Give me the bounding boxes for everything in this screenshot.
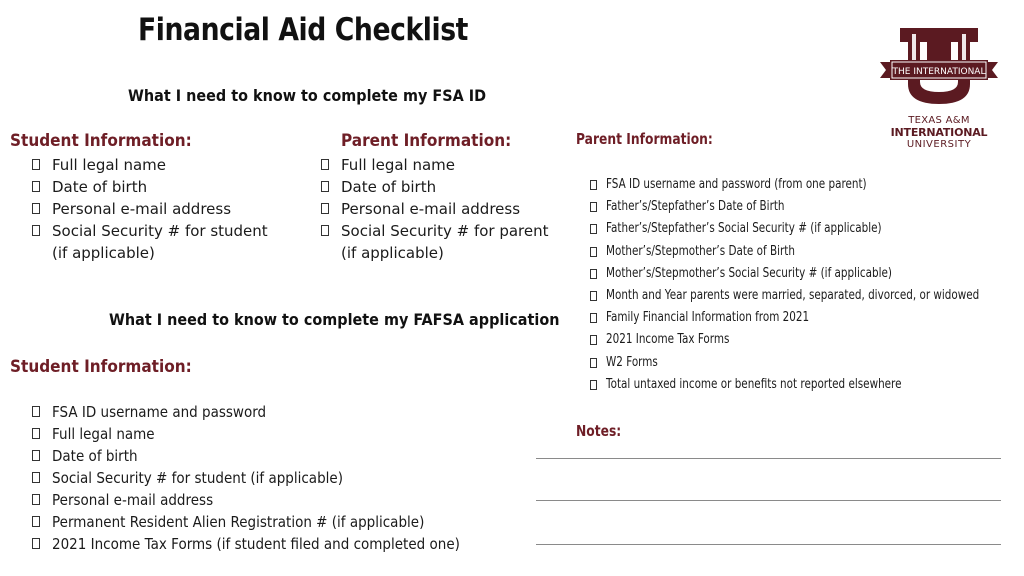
logo-line-3: UNIVERSITY [906, 139, 972, 150]
checkbox-icon[interactable] [32, 538, 40, 549]
fsa-student-list [32, 154, 268, 264]
checklist-item[interactable]: Father’s/Stepfather’s Social Security # (if applicable) [590, 218, 1024, 240]
checklist-subitem[interactable]: W2 Forms [590, 352, 1024, 374]
checkbox-icon[interactable] [32, 225, 40, 236]
checkbox-icon[interactable] [590, 335, 597, 345]
page-title: Financial Aid Checklist [138, 12, 468, 48]
checkbox-icon[interactable] [590, 358, 597, 368]
fafsa-heading: What I need to know to complete my FAFSA application [109, 310, 560, 329]
checklist-item[interactable]: Social Security # for student (if applicable) [32, 467, 505, 489]
checkbox-icon[interactable] [321, 159, 329, 170]
fafsa-parent-list [590, 174, 1024, 329]
checklist-subitem[interactable]: Total untaxed income or benefits not reported elsewhere [590, 374, 1024, 396]
checklist-item[interactable]: Full legal name [321, 154, 549, 176]
checkbox-icon[interactable] [590, 291, 597, 301]
tamiu-emblem-icon [878, 26, 1000, 108]
checklist-item[interactable]: Family Financial Information from 2021 [590, 307, 1024, 329]
checkbox-icon[interactable] [32, 494, 40, 505]
fafsa-parent-heading: Parent Information: [576, 130, 713, 148]
fafsa-student-heading: Student Information: [10, 357, 192, 377]
checkbox-icon[interactable] [321, 203, 329, 214]
checklist-item[interactable]: Permanent Resident Alien Registration # (if applicable) [32, 511, 505, 533]
checklist-item[interactable]: FSA ID username and password (from one parent) [590, 174, 1024, 196]
checklist-item[interactable]: Personal e-mail address [32, 489, 505, 511]
fsa-id-heading: What I need to know to complete my FSA ID [128, 86, 487, 105]
checklist-item[interactable]: Mother’s/Stepmother’s Date of Birth [590, 241, 1024, 263]
checkbox-icon[interactable] [32, 472, 40, 483]
checklist-item-continued: (if applicable) [52, 244, 155, 262]
checklist-item[interactable]: Social Security # for parent [321, 220, 549, 242]
checklist-item[interactable]: FSA ID username and password [32, 401, 505, 423]
checklist-item[interactable]: Personal e-mail address [321, 198, 549, 220]
logo-line-2: INTERNATIONAL [890, 126, 988, 139]
checklist-item[interactable]: Full legal name [32, 423, 505, 445]
fsa-parent-list [321, 154, 549, 264]
checkbox-icon[interactable] [590, 380, 597, 390]
checklist-subitem[interactable]: 2021 Income Tax Forms [590, 329, 1024, 351]
notes-line[interactable] [536, 544, 1001, 545]
checklist-item[interactable]: Date of birth [32, 176, 268, 198]
checkbox-icon[interactable] [32, 516, 40, 527]
notes-line[interactable] [536, 500, 1001, 501]
checklist-item[interactable]: Full legal name [32, 154, 268, 176]
checkbox-icon[interactable] [590, 202, 597, 212]
checklist-item[interactable]: Mother’s/Stepmother’s Social Security # (if applicable) [590, 263, 1024, 285]
checklist-item[interactable]: Date of birth [321, 176, 549, 198]
checkbox-icon[interactable] [32, 450, 40, 461]
checkbox-icon[interactable] [590, 269, 597, 279]
checkbox-icon[interactable] [32, 406, 40, 417]
fafsa-parent-block [590, 174, 1024, 396]
notes-heading: Notes: [576, 422, 622, 440]
checklist-item[interactable]: Month and Year parents were married, separated, divorced, or widowed [590, 285, 1024, 307]
fsa-parent-heading: Parent Information: [341, 131, 512, 151]
checkbox-icon[interactable] [321, 225, 329, 236]
checklist-item-continued: (if applicable) [341, 244, 444, 262]
checklist-item[interactable]: Personal e-mail address [32, 198, 268, 220]
checkbox-icon[interactable] [32, 159, 40, 170]
checkbox-icon[interactable] [32, 428, 40, 439]
checkbox-icon[interactable] [590, 313, 597, 323]
checkbox-icon[interactable] [590, 180, 597, 190]
checklist-item[interactable]: 2021 Income Tax Forms (if student filed and completed one) [32, 533, 505, 555]
checkbox-icon[interactable] [590, 224, 597, 234]
notes-line[interactable] [536, 458, 1001, 459]
checkbox-icon[interactable] [321, 181, 329, 192]
logo-line-1: TEXAS A&M [908, 115, 970, 126]
fsa-student-heading: Student Information: [10, 131, 192, 151]
checkbox-icon[interactable] [32, 181, 40, 192]
fafsa-parent-sublist [590, 329, 1024, 396]
logo-banner-text: THE INTERNATIONAL [892, 67, 986, 77]
checklist-item[interactable]: Date of birth [32, 445, 505, 467]
university-logo [878, 26, 1000, 156]
checkbox-icon[interactable] [32, 203, 40, 214]
checkbox-icon[interactable] [590, 247, 597, 257]
checklist-item[interactable]: Father’s/Stepfather’s Date of Birth [590, 196, 1024, 218]
checklist-item[interactable]: Social Security # for student [32, 220, 268, 242]
fafsa-student-list [32, 401, 505, 555]
